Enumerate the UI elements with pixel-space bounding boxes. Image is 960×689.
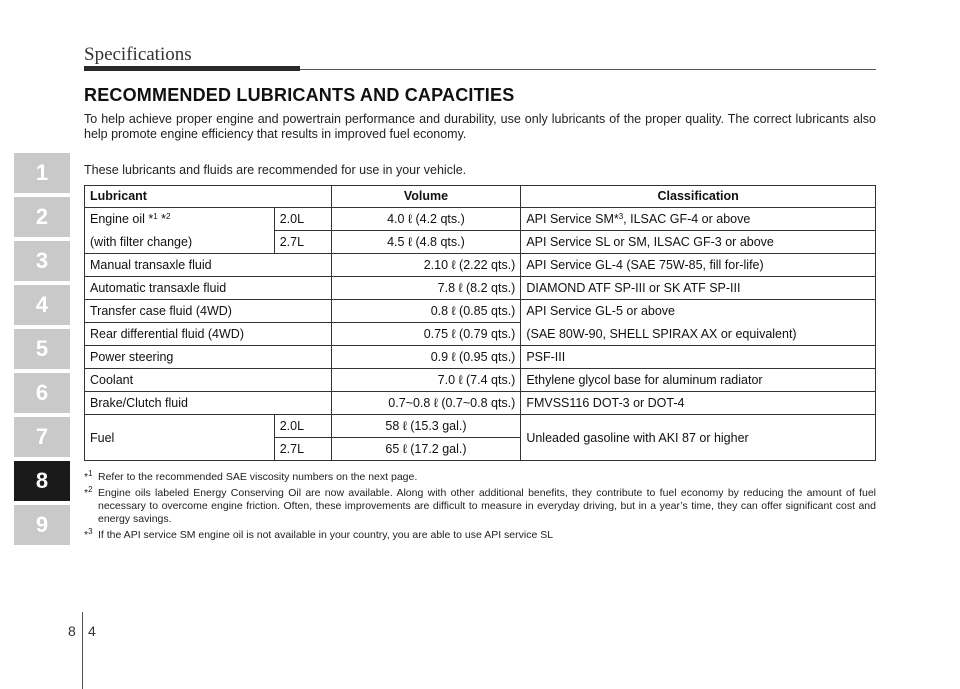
- volume-cell: 0.7~0.8 ℓ (0.7~0.8 qts.): [331, 392, 521, 415]
- volume-cell: 2.10 ℓ (2.22 qts.): [331, 254, 521, 277]
- header-rule-thick: [84, 66, 300, 71]
- header-volume: Volume: [331, 186, 521, 208]
- footnote-3: *$^3$ If the API service SM engine oil is not available in your country, you are able to use API service SL: [84, 527, 554, 541]
- volume-cell: 0.75 ℓ (0.79 qts.): [331, 323, 521, 346]
- fuel-variant-2-7: 2.7L: [274, 438, 331, 461]
- classification-cell: API Service GL-4 (SAE 75W-85, fill for-life): [521, 254, 876, 277]
- classification-cell: PSF-III: [521, 346, 876, 369]
- fuel-volume-2-7: 65 ℓ (17.2 gal.): [331, 438, 521, 461]
- table-row: [85, 415, 876, 438]
- engine-oil-sub-label: (with filter change): [85, 231, 275, 254]
- lubricant-cell: Rear differential fluid (4WD): [85, 323, 332, 346]
- chapter-tab-3[interactable]: 3: [14, 241, 70, 281]
- page-divider-line: [82, 612, 83, 689]
- chapter-tab-6[interactable]: 6: [14, 373, 70, 413]
- chapter-tab-7[interactable]: 7: [14, 417, 70, 457]
- table-row: [85, 300, 876, 323]
- table-row: [85, 254, 876, 277]
- engine-oil-variant-2-7: 2.7L: [274, 231, 331, 254]
- lubricant-cell: Automatic transaxle fluid: [85, 277, 332, 300]
- table-row: [85, 369, 876, 392]
- table-row: [85, 392, 876, 415]
- header-classification: Classification: [521, 186, 876, 208]
- lubricant-cell: Manual transaxle fluid: [85, 254, 332, 277]
- chapter-tab-1[interactable]: 1: [14, 153, 70, 193]
- engine-oil-label: Engine oil *$^1$ *$^2$: [85, 208, 275, 231]
- page-number: 4: [88, 623, 96, 639]
- classification-cell: FMVSS116 DOT-3 or DOT-4: [521, 392, 876, 415]
- table-row: [85, 231, 876, 254]
- engine-oil-classification-2-7: API Service SL or SM, ILSAC GF-3 or above: [521, 231, 876, 254]
- intro-paragraph: To help achieve proper engine and powertrain performance and durability, use only lubricants of the proper quality. The correct lubricants also help promote engine efficiency that results in improved fuel economy.: [84, 112, 876, 141]
- volume-cell: 0.8 ℓ (0.85 qts.): [331, 300, 521, 323]
- engine-oil-variant-2-0: 2.0L: [274, 208, 331, 231]
- page-chapter-number: 8: [68, 623, 76, 639]
- chapter-tab-2[interactable]: 2: [14, 197, 70, 237]
- lead-sentence: These lubricants and fluids are recommended for use in your vehicle.: [84, 163, 467, 177]
- table-row: [85, 208, 876, 231]
- table-header-row: [85, 186, 876, 208]
- chapter-tab-4[interactable]: 4: [14, 285, 70, 325]
- chapter-tabs: [14, 153, 70, 549]
- volume-cell: 7.8 ℓ (8.2 qts.): [331, 277, 521, 300]
- footnote-1: *$^1$ Refer to the recommended SAE viscosity numbers on the next page.: [84, 469, 418, 483]
- fuel-variant-2-0: 2.0L: [274, 415, 331, 438]
- footnotes: [84, 471, 876, 545]
- section-heading: RECOMMENDED LUBRICANTS AND CAPACITIES: [84, 85, 515, 105]
- table-row: [85, 346, 876, 369]
- chapter-tab-8[interactable]: 8: [14, 461, 70, 501]
- classification-cell: API Service GL-5 or above: [521, 300, 876, 323]
- lubricants-table: [84, 185, 876, 461]
- engine-oil-volume-2-0: 4.0 ℓ (4.2 qts.): [331, 208, 521, 231]
- chapter-tab-9[interactable]: 9: [14, 505, 70, 545]
- fuel-classification: Unleaded gasoline with AKI 87 or higher: [521, 415, 876, 461]
- volume-cell: 7.0 ℓ (7.4 qts.): [331, 369, 521, 392]
- lubricant-cell: Power steering: [85, 346, 332, 369]
- classification-cell: DIAMOND ATF SP-III or SK ATF SP-III: [521, 277, 876, 300]
- table-row: [85, 277, 876, 300]
- page-header-title: Specifications: [84, 44, 192, 65]
- table-row: [85, 323, 876, 346]
- lubricant-cell: Transfer case fluid (4WD): [85, 300, 332, 323]
- fuel-volume-2-0: 58 ℓ (15.3 gal.): [331, 415, 521, 438]
- chapter-tab-5[interactable]: 5: [14, 329, 70, 369]
- lubricant-cell: Brake/Clutch fluid: [85, 392, 332, 415]
- fuel-label: Fuel: [85, 415, 275, 461]
- volume-cell: 0.9 ℓ (0.95 qts.): [331, 346, 521, 369]
- classification-cell: Ethylene glycol base for aluminum radiator: [521, 369, 876, 392]
- lubricant-cell: Coolant: [85, 369, 332, 392]
- classification-cell: (SAE 80W-90, SHELL SPIRAX AX or equivalent): [521, 323, 876, 346]
- header-lubricant: Lubricant: [85, 186, 332, 208]
- footnote-2: *$^2$ Engine oils labeled Energy Conserving Oil are now available. Along with other additional benefits, they contribute to fuel economy by reducing the amount of fuel necessary to overcome engine friction. Often, these improvements are difficult to measure in everyday driving, but in a year’s time, they can offer significant cost and energy savings.: [84, 485, 876, 525]
- header-rule-thin: [300, 69, 876, 70]
- engine-oil-classification-2-0: API Service SM*$^3$, ILSAC GF-4 or above: [521, 208, 876, 231]
- engine-oil-volume-2-7: 4.5 ℓ (4.8 qts.): [331, 231, 521, 254]
